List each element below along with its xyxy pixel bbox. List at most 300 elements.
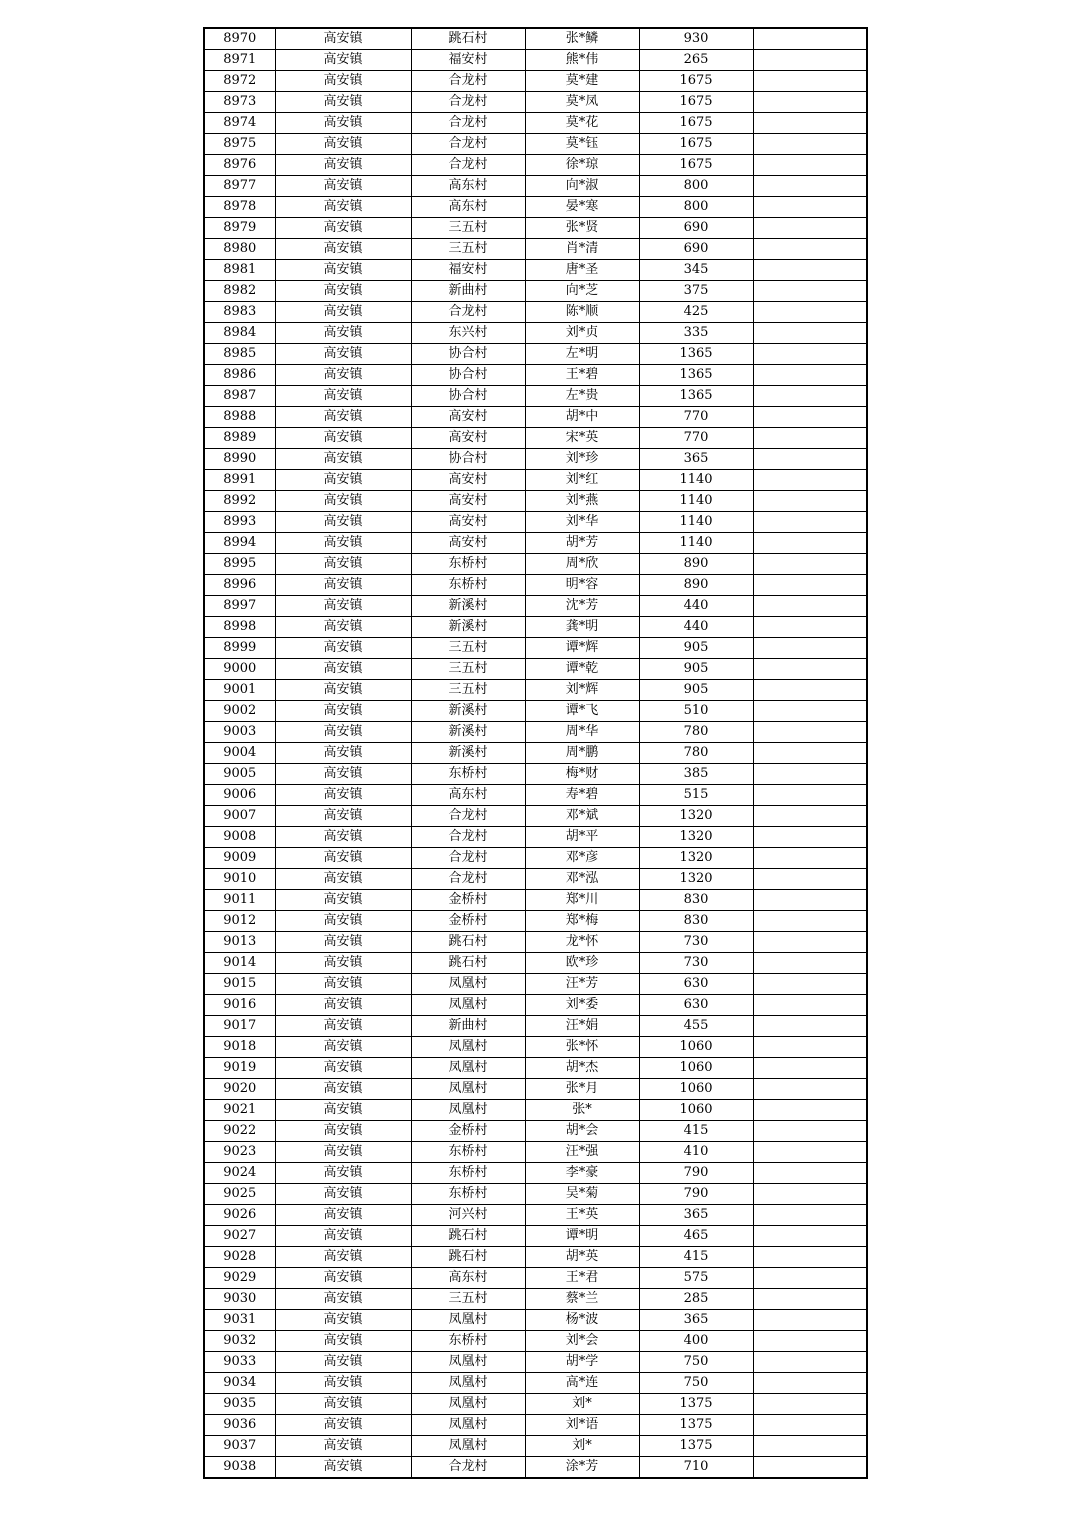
town-cell: 高安镇: [275, 890, 411, 911]
town-cell: 高安镇: [275, 1415, 411, 1436]
amount-cell: 750: [639, 1373, 753, 1394]
village-cell: 金桥村: [411, 1121, 525, 1142]
row-number-cell: 8984: [204, 323, 275, 344]
amount-cell: 1320: [639, 848, 753, 869]
remark-cell: [753, 680, 867, 701]
village-cell: 跳石村: [411, 953, 525, 974]
village-cell: 合龙村: [411, 302, 525, 323]
town-cell: 高安镇: [275, 1226, 411, 1247]
amount-cell: 690: [639, 218, 753, 239]
table-row: [204, 386, 867, 407]
village-cell: 跳石村: [411, 1226, 525, 1247]
amount-cell: 770: [639, 428, 753, 449]
row-number-cell: 8991: [204, 470, 275, 491]
village-cell: 新曲村: [411, 281, 525, 302]
name-cell: 谭*乾: [525, 659, 639, 680]
village-cell: 合龙村: [411, 134, 525, 155]
town-cell: 高安镇: [275, 323, 411, 344]
remark-cell: [753, 92, 867, 113]
remark-cell: [753, 722, 867, 743]
row-number-cell: 9015: [204, 974, 275, 995]
remark-cell: [753, 1163, 867, 1184]
remark-cell: [753, 1310, 867, 1331]
row-number-cell: 9016: [204, 995, 275, 1016]
name-cell: 谭*飞: [525, 701, 639, 722]
remark-cell: [753, 1331, 867, 1352]
town-cell: 高安镇: [275, 92, 411, 113]
amount-cell: 1365: [639, 365, 753, 386]
table-row: [204, 113, 867, 134]
row-number-cell: 8987: [204, 386, 275, 407]
name-cell: 刘*华: [525, 512, 639, 533]
amount-cell: 1060: [639, 1100, 753, 1121]
town-cell: 高安镇: [275, 386, 411, 407]
amount-cell: 905: [639, 638, 753, 659]
amount-cell: 930: [639, 28, 753, 50]
table-row: [204, 1100, 867, 1121]
table-row: [204, 806, 867, 827]
table-row: [204, 1352, 867, 1373]
row-number-cell: 8983: [204, 302, 275, 323]
table-row: [204, 932, 867, 953]
name-cell: 张*鳞: [525, 28, 639, 50]
name-cell: 肖*清: [525, 239, 639, 260]
remark-cell: [753, 911, 867, 932]
town-cell: 高安镇: [275, 1163, 411, 1184]
remark-cell: [753, 302, 867, 323]
row-number-cell: 9026: [204, 1205, 275, 1226]
name-cell: 张*怀: [525, 1037, 639, 1058]
village-cell: 高东村: [411, 1268, 525, 1289]
village-cell: 高安村: [411, 533, 525, 554]
village-cell: 合龙村: [411, 806, 525, 827]
village-cell: 新溪村: [411, 701, 525, 722]
name-cell: 涂*芳: [525, 1457, 639, 1479]
name-cell: 莫*花: [525, 113, 639, 134]
name-cell: 郑*梅: [525, 911, 639, 932]
row-number-cell: 8999: [204, 638, 275, 659]
row-number-cell: 9018: [204, 1037, 275, 1058]
name-cell: 胡*会: [525, 1121, 639, 1142]
row-number-cell: 8975: [204, 134, 275, 155]
remark-cell: [753, 260, 867, 281]
row-number-cell: 8972: [204, 71, 275, 92]
table-row: [204, 869, 867, 890]
town-cell: 高安镇: [275, 638, 411, 659]
row-number-cell: 9014: [204, 953, 275, 974]
village-cell: 高安村: [411, 407, 525, 428]
remark-cell: [753, 281, 867, 302]
amount-cell: 1675: [639, 134, 753, 155]
village-cell: 东桥村: [411, 554, 525, 575]
village-cell: 跳石村: [411, 932, 525, 953]
row-number-cell: 8974: [204, 113, 275, 134]
town-cell: 高安镇: [275, 953, 411, 974]
row-number-cell: 9009: [204, 848, 275, 869]
amount-cell: 1140: [639, 512, 753, 533]
row-number-cell: 9034: [204, 1373, 275, 1394]
village-cell: 福安村: [411, 260, 525, 281]
table-row: [204, 512, 867, 533]
village-cell: 凤凰村: [411, 1037, 525, 1058]
town-cell: 高安镇: [275, 512, 411, 533]
town-cell: 高安镇: [275, 71, 411, 92]
amount-cell: 905: [639, 659, 753, 680]
remark-cell: [753, 890, 867, 911]
row-number-cell: 9038: [204, 1457, 275, 1479]
remark-cell: [753, 575, 867, 596]
remark-cell: [753, 470, 867, 491]
village-cell: 凤凰村: [411, 1373, 525, 1394]
name-cell: 杨*波: [525, 1310, 639, 1331]
remark-cell: [753, 1016, 867, 1037]
remark-cell: [753, 239, 867, 260]
remark-cell: [753, 1058, 867, 1079]
village-cell: 跳石村: [411, 1247, 525, 1268]
remark-cell: [753, 869, 867, 890]
name-cell: 汪*芳: [525, 974, 639, 995]
town-cell: 高安镇: [275, 722, 411, 743]
remark-cell: [753, 1415, 867, 1436]
town-cell: 高安镇: [275, 974, 411, 995]
row-number-cell: 9020: [204, 1079, 275, 1100]
town-cell: 高安镇: [275, 827, 411, 848]
town-cell: 高安镇: [275, 50, 411, 71]
table-row: [204, 1373, 867, 1394]
amount-cell: 575: [639, 1268, 753, 1289]
remark-cell: [753, 953, 867, 974]
village-cell: 新曲村: [411, 1016, 525, 1037]
village-cell: 合龙村: [411, 155, 525, 176]
village-cell: 东桥村: [411, 1163, 525, 1184]
table-row: [204, 1247, 867, 1268]
table-row: [204, 827, 867, 848]
amount-cell: 285: [639, 1289, 753, 1310]
name-cell: 莫*凤: [525, 92, 639, 113]
row-number-cell: 9006: [204, 785, 275, 806]
row-number-cell: 9008: [204, 827, 275, 848]
remark-cell: [753, 554, 867, 575]
remark-cell: [753, 848, 867, 869]
amount-cell: 365: [639, 1310, 753, 1331]
town-cell: 高安镇: [275, 554, 411, 575]
name-cell: 莫*建: [525, 71, 639, 92]
remark-cell: [753, 134, 867, 155]
amount-cell: 1675: [639, 92, 753, 113]
table-row: [204, 785, 867, 806]
row-number-cell: 9019: [204, 1058, 275, 1079]
amount-cell: 335: [639, 323, 753, 344]
name-cell: 熊*伟: [525, 50, 639, 71]
amount-cell: 1320: [639, 827, 753, 848]
remark-cell: [753, 428, 867, 449]
town-cell: 高安镇: [275, 932, 411, 953]
amount-cell: 1320: [639, 806, 753, 827]
row-number-cell: 9030: [204, 1289, 275, 1310]
table-row: [204, 1016, 867, 1037]
remark-cell: [753, 197, 867, 218]
table-row: [204, 638, 867, 659]
amount-cell: 1320: [639, 869, 753, 890]
remark-cell: [753, 617, 867, 638]
row-number-cell: 9021: [204, 1100, 275, 1121]
name-cell: 刘*: [525, 1436, 639, 1457]
remark-cell: [753, 1100, 867, 1121]
village-cell: 三五村: [411, 239, 525, 260]
town-cell: 高安镇: [275, 1184, 411, 1205]
name-cell: 刘*珍: [525, 449, 639, 470]
row-number-cell: 8990: [204, 449, 275, 470]
row-number-cell: 8977: [204, 176, 275, 197]
row-number-cell: 9001: [204, 680, 275, 701]
name-cell: 谭*明: [525, 1226, 639, 1247]
amount-cell: 710: [639, 1457, 753, 1479]
amount-cell: 1375: [639, 1394, 753, 1415]
village-cell: 凤凰村: [411, 1436, 525, 1457]
amount-cell: 630: [639, 974, 753, 995]
remark-cell: [753, 743, 867, 764]
name-cell: 明*容: [525, 575, 639, 596]
table-row: [204, 1310, 867, 1331]
row-number-cell: 9023: [204, 1142, 275, 1163]
row-number-cell: 9017: [204, 1016, 275, 1037]
table-row: [204, 1394, 867, 1415]
name-cell: 郑*川: [525, 890, 639, 911]
village-cell: 高安村: [411, 470, 525, 491]
table-row: [204, 1142, 867, 1163]
remark-cell: [753, 1184, 867, 1205]
amount-cell: 415: [639, 1247, 753, 1268]
table-row: [204, 92, 867, 113]
remark-cell: [753, 1121, 867, 1142]
amount-cell: 515: [639, 785, 753, 806]
remark-cell: [753, 449, 867, 470]
village-cell: 高安村: [411, 428, 525, 449]
name-cell: 龙*怀: [525, 932, 639, 953]
remark-cell: [753, 491, 867, 512]
row-number-cell: 8994: [204, 533, 275, 554]
table-row: [204, 407, 867, 428]
row-number-cell: 8989: [204, 428, 275, 449]
name-cell: 宋*英: [525, 428, 639, 449]
name-cell: 胡*杰: [525, 1058, 639, 1079]
table-row: [204, 554, 867, 575]
name-cell: 胡*中: [525, 407, 639, 428]
town-cell: 高安镇: [275, 1142, 411, 1163]
amount-cell: 800: [639, 197, 753, 218]
row-number-cell: 9004: [204, 743, 275, 764]
row-number-cell: 9012: [204, 911, 275, 932]
row-number-cell: 9037: [204, 1436, 275, 1457]
village-cell: 三五村: [411, 1289, 525, 1310]
name-cell: 陈*顺: [525, 302, 639, 323]
town-cell: 高安镇: [275, 1394, 411, 1415]
town-cell: 高安镇: [275, 428, 411, 449]
village-cell: 协合村: [411, 449, 525, 470]
village-cell: 新溪村: [411, 617, 525, 638]
town-cell: 高安镇: [275, 995, 411, 1016]
name-cell: 刘*会: [525, 1331, 639, 1352]
row-number-cell: 9005: [204, 764, 275, 785]
remark-cell: [753, 50, 867, 71]
town-cell: 高安镇: [275, 1058, 411, 1079]
village-cell: 凤凰村: [411, 1079, 525, 1100]
amount-cell: 415: [639, 1121, 753, 1142]
town-cell: 高安镇: [275, 1457, 411, 1479]
table-row: [204, 890, 867, 911]
town-cell: 高安镇: [275, 1310, 411, 1331]
amount-cell: 385: [639, 764, 753, 785]
remark-cell: [753, 28, 867, 50]
amount-cell: 690: [639, 239, 753, 260]
town-cell: 高安镇: [275, 176, 411, 197]
town-cell: 高安镇: [275, 197, 411, 218]
table-row: [204, 28, 867, 50]
name-cell: 欧*珍: [525, 953, 639, 974]
village-cell: 凤凰村: [411, 1058, 525, 1079]
name-cell: 晏*寒: [525, 197, 639, 218]
table-row: [204, 470, 867, 491]
row-number-cell: 9029: [204, 1268, 275, 1289]
amount-cell: 510: [639, 701, 753, 722]
town-cell: 高安镇: [275, 134, 411, 155]
town-cell: 高安镇: [275, 302, 411, 323]
row-number-cell: 8998: [204, 617, 275, 638]
town-cell: 高安镇: [275, 806, 411, 827]
amount-cell: 365: [639, 449, 753, 470]
row-number-cell: 8995: [204, 554, 275, 575]
remark-cell: [753, 1289, 867, 1310]
table-row: [204, 323, 867, 344]
remark-cell: [753, 533, 867, 554]
table-row: [204, 953, 867, 974]
table-row: [204, 1037, 867, 1058]
table-row: [204, 260, 867, 281]
town-cell: 高安镇: [275, 1037, 411, 1058]
town-cell: 高安镇: [275, 1373, 411, 1394]
amount-cell: 1060: [639, 1058, 753, 1079]
amount-cell: 375: [639, 281, 753, 302]
name-cell: 王*碧: [525, 365, 639, 386]
row-number-cell: 8982: [204, 281, 275, 302]
remark-cell: [753, 701, 867, 722]
amount-cell: 790: [639, 1184, 753, 1205]
village-cell: 新溪村: [411, 722, 525, 743]
remark-cell: [753, 1436, 867, 1457]
amount-cell: 1140: [639, 470, 753, 491]
name-cell: 张*月: [525, 1079, 639, 1100]
name-cell: 王*英: [525, 1205, 639, 1226]
amount-cell: 905: [639, 680, 753, 701]
table-row: [204, 617, 867, 638]
table-row: [204, 302, 867, 323]
table-row: [204, 596, 867, 617]
remark-cell: [753, 659, 867, 680]
table-row: [204, 71, 867, 92]
row-number-cell: 9007: [204, 806, 275, 827]
town-cell: 高安镇: [275, 1079, 411, 1100]
name-cell: 汪*娟: [525, 1016, 639, 1037]
village-cell: 凤凰村: [411, 1310, 525, 1331]
remark-cell: [753, 113, 867, 134]
table-row: [204, 1121, 867, 1142]
table-row: [204, 575, 867, 596]
name-cell: 胡*平: [525, 827, 639, 848]
town-cell: 高安镇: [275, 113, 411, 134]
town-cell: 高安镇: [275, 701, 411, 722]
name-cell: 李*豪: [525, 1163, 639, 1184]
row-number-cell: 9010: [204, 869, 275, 890]
table-row: [204, 1079, 867, 1100]
amount-cell: 780: [639, 743, 753, 764]
village-cell: 凤凰村: [411, 1394, 525, 1415]
town-cell: 高安镇: [275, 281, 411, 302]
town-cell: 高安镇: [275, 365, 411, 386]
remark-cell: [753, 806, 867, 827]
remark-cell: [753, 764, 867, 785]
name-cell: 蔡*兰: [525, 1289, 639, 1310]
remark-cell: [753, 512, 867, 533]
village-cell: 协合村: [411, 365, 525, 386]
town-cell: 高安镇: [275, 1247, 411, 1268]
amount-cell: 770: [639, 407, 753, 428]
row-number-cell: 9013: [204, 932, 275, 953]
village-cell: 金桥村: [411, 890, 525, 911]
name-cell: 吴*菊: [525, 1184, 639, 1205]
row-number-cell: 9027: [204, 1226, 275, 1247]
row-number-cell: 8979: [204, 218, 275, 239]
table-row: [204, 764, 867, 785]
table-body: [204, 28, 867, 1478]
village-cell: 跳石村: [411, 28, 525, 50]
name-cell: 唐*圣: [525, 260, 639, 281]
amount-cell: 425: [639, 302, 753, 323]
remark-cell: [753, 1352, 867, 1373]
village-cell: 合龙村: [411, 92, 525, 113]
row-number-cell: 8996: [204, 575, 275, 596]
village-cell: 高安村: [411, 491, 525, 512]
village-cell: 合龙村: [411, 71, 525, 92]
town-cell: 高安镇: [275, 743, 411, 764]
town-cell: 高安镇: [275, 470, 411, 491]
town-cell: 高安镇: [275, 1331, 411, 1352]
table-row: [204, 218, 867, 239]
name-cell: 张*贤: [525, 218, 639, 239]
remark-cell: [753, 1247, 867, 1268]
name-cell: 邓*斌: [525, 806, 639, 827]
village-cell: 三五村: [411, 638, 525, 659]
village-cell: 新溪村: [411, 596, 525, 617]
village-cell: 东桥村: [411, 1142, 525, 1163]
town-cell: 高安镇: [275, 596, 411, 617]
amount-cell: 890: [639, 575, 753, 596]
amount-cell: 400: [639, 1331, 753, 1352]
name-cell: 徐*琼: [525, 155, 639, 176]
amount-cell: 730: [639, 932, 753, 953]
table-row: [204, 995, 867, 1016]
amount-cell: 730: [639, 953, 753, 974]
table-row: [204, 659, 867, 680]
table-row: [204, 1268, 867, 1289]
table-row: [204, 1436, 867, 1457]
town-cell: 高安镇: [275, 239, 411, 260]
table-row: [204, 491, 867, 512]
name-cell: 沈*芳: [525, 596, 639, 617]
name-cell: 龚*明: [525, 617, 639, 638]
village-cell: 东桥村: [411, 1184, 525, 1205]
town-cell: 高安镇: [275, 764, 411, 785]
town-cell: 高安镇: [275, 1352, 411, 1373]
